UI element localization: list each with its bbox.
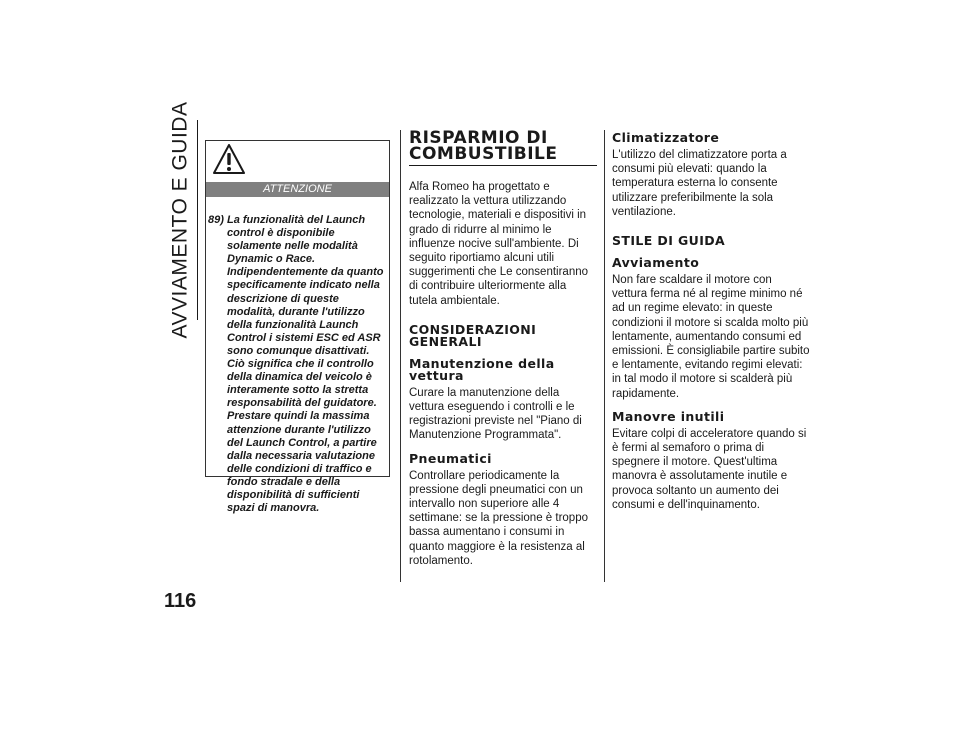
column-2 (612, 130, 810, 512)
intro-paragraph: Alfa Romeo ha progettato e realizzato la vettura utilizzando tecnologie, materiali e dispositivi in grado di ridurre al minimo le influenze nocive sull'ambiente. Di seguito riportiamo alcuni utili suggerimenti che Le consentiranno di contribuire ulteriormente alla tutela ambientale. (409, 181, 589, 307)
warning-number: 89) (208, 214, 224, 226)
subheading-tyres: Pneumatici (409, 450, 492, 466)
page-title: RISPARMIO DI COMBUSTIBILE (409, 130, 597, 166)
warning-header: ATTENZIONE (206, 182, 389, 197)
warning-text (208, 214, 386, 515)
column-divider-2 (604, 130, 605, 582)
subheading-start: Avviamento (612, 255, 700, 271)
climate-paragraph: L'utilizzo del climatizzatore porta a consumi più elevati: quando la temperatura esterna lo consente utilizzare preferibilmente la sola ventilazione. (612, 149, 787, 218)
section-title-vertical: AVVIAMENTO E GUIDA (168, 101, 191, 339)
manoeuvres-paragraph: Evitare colpi di acceleratore quando si è fermi al semaforo o prima di spegnere il motore. Quest'ultima manovra è assolutamente inutile e provoca soltanto un aumento dei consumi e dell'inquinamento. (612, 427, 807, 511)
warning-body: La funzionalità del Launch control è disponibile solamente nelle modalità Dynamic o Race. Indipendentemente da quanto specificamente indicato nella descrizione di queste modalità, durante l'utilizzo della funzionalità Launch Control i sistemi ESC ed ASR sono comunque disattivati. Ciò significa che il controllo della dinamica del veicolo è interamente sotto la stretta responsabilità del guidatore. Prestare quindi la massima attenzione durante l'utilizzo del Launch Control, a partire dalla necessaria valutazione delle condizioni di traffico e fondo stradale e della disponibilità di sufficienti spazi di manovra. (227, 214, 384, 515)
subheading-manoeuvres: Manovre inutili (612, 408, 725, 424)
column-1 (409, 130, 597, 568)
start-paragraph: Non fare scaldare il motore con vettura ferma né al regime minimo né ad un regime elevato: in queste condizioni il motore si scalda molto più lentamente, aumentando consumi ed emissioni. È consigliabile partire subito e lentamente, evitando regimi elevati: in tal modo il motore si scalderà più rapidamente. (612, 274, 810, 400)
page-number: 116 (164, 590, 197, 612)
column-divider-1 (400, 130, 401, 582)
tyres-paragraph: Controllare periodicamente la pressione degli pneumatici con un intervallo non superiore alle 4 settimane: se la pressione è troppo bassa aumentano i consumi in quanto maggiore è la resistenza al rotolamento. (409, 469, 588, 567)
maintenance-paragraph: Curare la manutenzione della vettura eseguendo i controlli e le registrazioni previste nel "Piano di Manutenzione Programmata". (409, 386, 582, 442)
warning-triangle-icon (213, 144, 245, 174)
subheading-maintenance: Manutenzione della vettura (409, 355, 555, 383)
subheading-climate: Climatizzatore (612, 130, 720, 145)
sidebar-divider (197, 120, 198, 320)
section-heading-driving-style: STILE DI GUIDA (612, 233, 726, 249)
section-heading-general: CONSIDERAZIONI GENERALI (409, 321, 537, 349)
